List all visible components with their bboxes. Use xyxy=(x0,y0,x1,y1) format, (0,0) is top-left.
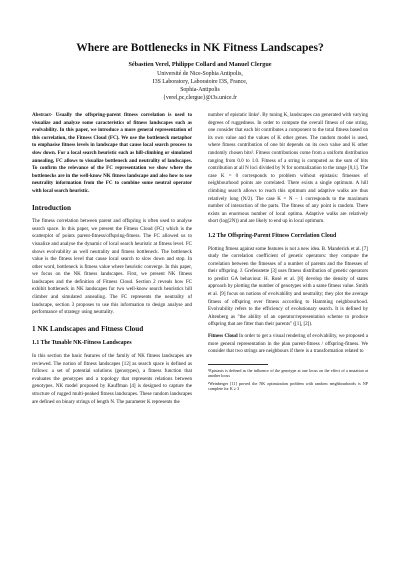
subsection-heading-fitness-correlation: 1.2 The Offspring-Parent Fitness Correlation Cloud xyxy=(208,232,337,239)
footnote-separator xyxy=(208,364,268,365)
right-column xyxy=(208,112,368,393)
section-paragraph: In this section the basic features of the family of NK fitness landscapes are reviewed. The notion of fitness landscapes [12] as search space is defined as follows: a set of potential solutions (genotypes), a fitness function that evaluates the genotypes and a topology that represents relations between genotypes. NK model proposed by Kauffman [4] is designed to capture the structure of rugged multi-peaked fitness landscapes. These random landscapes are defined on binary strings of length N. The parameter K represents the xyxy=(32,353,192,405)
section-paragraph: number of epistatic links¹. By tuning K, landscapes can generated with varying degrees of ruggedness. In order to compute the overall fitness of one string, one consider that each bit contributes a component to the total fitness based on its own value and the values of K other genes. The random model is used, where fitness contribution of one bit depends on its own value and K other randomly chosen bits². Fitness contributions come from a uniform distribution ranging from 0.0 to 1.0. Fitness of a string is computed as the sum of bits contribution at all N loci divided by N for normalization to the range [0,1]. The case K = 0 corresponds to problem without epistasis: fitnesses of neighbourhood points are correlated. There exists a single optimum. A hill climbing search allows to reach this optimum and adaptive walks are thus relatively long (N/2). The case K = N − 1 corresponds to the maximum number of interaction of the parts. The fitness of any point is random. There exists an enormous number of local optima. Adaptive walks are relatively short (log(2N)) and are likely to end up in local optimum. xyxy=(208,112,368,225)
subsection-heading-tunable-nk: 1.1 The Tunable NK-Fitness Landscapes xyxy=(32,340,132,347)
section-heading-introduction: Introduction xyxy=(32,203,72,212)
affiliation-line: I3S Laboratory, Laboratoire I3S, France, xyxy=(152,79,248,85)
author-list: Sébastien Verel, Philippe Collard and Manuel Clergue xyxy=(128,61,272,68)
left-column xyxy=(32,112,192,410)
paragraph-text: In order to get a visual rendering of evolvability, we proposed a more general representation in the plan parent-fitness / offspring-fitness. We consider that two strings are neighbours if there is a transformation related to xyxy=(208,333,368,355)
section-paragraph: Plotting fitness against some features is not a new idea. B. Manderick et al. [7] study the correlation coefficient of genetic operators: they compute the correlation between the fitnesses of a number of parents and the fitnesses of their offspring. J. Grefenstette [3] uses fitness distribution of genetic operators to predict GA behaviour. H. Rosé et al. [8] develop the density of states approach by plotting the number of genotypes with a same fitness value. Smith et al. [9] focus on notions of evolvability and neutrality; they plot the average fitness of offspring over fitness according to Hamming neighbourhood. Evolvability refers to the efficiency of evolutionary search. It is defined by Altenberg as "the ability of an operator/representation scheme to produce offspring that are fitter than their parents" ([1], [2]). xyxy=(208,245,368,328)
fitness-cloud-paragraph xyxy=(208,333,368,356)
footnote: ²Weinberger [11] proved the NK optimization problem with random neighbourhoods is NP complete for K ≥ 3 xyxy=(208,380,368,392)
abstract: Abstract- Usually the offspring-parent fitness correlation is used to visualize and analyze some caracteristics of fitness landscapes such as evolvability. In this paper, we introduce a more general representation of this correlation, the Fitness Cloud (FC). We use the bottleneck metaphor to emphasise fitness levels in landscape that cause local search process to slow down. For a local search heuristic such as hill-climbing or simulated annealing, FC allows to visualize bottleneck and neutrality of landscapes. To confirm the relevance of the FC representation we show where the bottlenecks are in the well-know NK fitness landscape and also how to use neutrality information from the FC to combine some neutral operator with local search heuristic. xyxy=(32,112,192,194)
intro-paragraph: The fitness correlation between parent and offspring is often used to analyse search space. In this paper, we present the Fitness Cloud (FC) which is the scatterplot of points parent-fitness/offspring-fitness. The FC allowed us to visualize and analyse the dynamic of local search heuristic at fitness level. FC shows evolvability as well neutrality and fitness bottleneck. The bottleneck value is the fitness level that cause local search to slow down and stop. In other word, bottleneck is fitness value where heuristic converge. In this paper, we focus on the NK fitness landscapes. First, we present NK fitness landscapes and the definition of Fitness Cloud. Section 2 reveals how FC exhibit bottleneck in NK landscapes for two well-know search heuristics hill climber and simulated annealing. The FC represents the neutrality of landscape, section 3 proposes to use this information to design analyse and performance of strategy using neutrality. xyxy=(32,218,192,316)
section-heading-nk-landscapes: 1 NK Landscapes and Fitness Cloud xyxy=(32,324,144,333)
affiliation-line: Université de Nice-Sophia Antipolis, xyxy=(157,71,243,77)
paper-title: Where are Bottlenecks in NK Fitness Landscapes? xyxy=(76,42,324,54)
affiliation-line: Sophia-Antipolis xyxy=(180,87,220,93)
footnote: ¹Epistasis is defined as the influence of the genotype at one locus on the effect of a mutation at another locus xyxy=(208,367,368,379)
run-in-heading: Fitness Cloud xyxy=(208,333,238,340)
author-email: {verel,pc,clergue}@i3s.unice.fr xyxy=(163,95,237,101)
